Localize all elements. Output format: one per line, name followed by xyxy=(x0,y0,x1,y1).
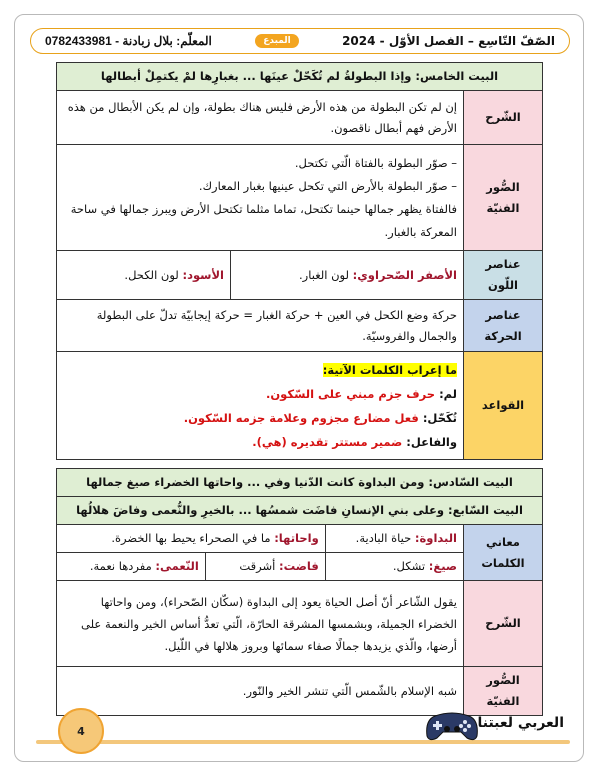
header-title: الصّفّ التّاسِع – الفصل الأوّل - 2024 xyxy=(342,34,555,48)
verse67-suwar-label: الصُّور الفنيّة xyxy=(464,667,543,716)
grammar-word: لم: xyxy=(439,386,457,401)
verse5-sharh-label: الشّرح xyxy=(464,91,543,145)
page-number: 4 xyxy=(77,724,85,738)
gamepad-icon xyxy=(425,710,479,746)
footer-title: العربي لعبتنا xyxy=(477,715,564,731)
vocab-cell xyxy=(57,553,206,581)
page-header xyxy=(30,28,570,54)
verse67-sharh-label: الشّرح xyxy=(464,581,543,667)
suwar-line: فالفتاة يظهر جمالها حينما تكتحل، تماما مثلما تكتحل الأرض ويبرز جمالها في ساحة المعركة بالغبار. xyxy=(70,201,457,239)
vocab-cell xyxy=(325,553,463,581)
vocab-term: واحاتها: xyxy=(274,531,319,545)
verse67-table xyxy=(56,468,543,716)
footer-band xyxy=(36,740,570,744)
logo-badge: المبدع xyxy=(255,34,299,48)
page-number-badge xyxy=(58,708,104,754)
vocab-term: فاضت: xyxy=(278,559,319,573)
grammar-heading: ما إعراب الكلمات الآتية: xyxy=(322,362,457,377)
verse6-title: البيت السّادس: ومن البداوة كانت الدّنيا وفي ... واحاتها الخضراء صيغ جمالها xyxy=(57,469,543,497)
vocab-cell xyxy=(205,553,325,581)
verse5-motion-text: حركة وضع الكحل في العين + حركة الغبار = حركة إيجابيّة تدلّ على البطولة والجمال والفروسيّة. xyxy=(57,300,464,352)
verse5-color-label: عناصر اللّون xyxy=(464,251,543,300)
color-item xyxy=(57,251,231,300)
grammar-item xyxy=(63,406,457,430)
verse5-sharh-text: إن لم تكن البطولة من هذه الأرض فليس هناك بطولة، وإن لم يكن الأبطال من هذه الأرض فهم أبطال ناقصون. xyxy=(57,91,464,145)
vocab-desc: حياة البادية. xyxy=(355,531,415,545)
vocab-cell xyxy=(57,525,326,553)
vocab-term: النّعمى: xyxy=(155,559,199,573)
grammar-word: تُكَحّل: xyxy=(422,410,457,425)
verse5-grammar-label: القواعد xyxy=(464,352,543,460)
grammar-item xyxy=(63,430,457,454)
vocab-desc: ما في الصحراء يحيط بها الخضرة. xyxy=(111,531,275,545)
verse5-motion-label: عناصر الحركة xyxy=(464,300,543,352)
grammar-item xyxy=(63,382,457,406)
vocab-desc: أشرقت xyxy=(239,559,279,573)
header-teacher: المعلّم: بلال زبادنة - 0782433981 xyxy=(45,34,212,48)
grammar-parse: فعل مضارع مجزوم وعلامة جزمه السّكون. xyxy=(183,410,423,425)
suwar-line: – صوّر البطولة بالأرض التي تكحل عينيها بغبار المعارك. xyxy=(198,178,457,193)
verse5-table xyxy=(56,62,543,460)
vocab-desc: مفردها نعمة. xyxy=(89,559,156,573)
suwar-line: – صوّر البطولة بالفتاة الّتي تكتحل. xyxy=(294,155,457,170)
verse5-suwar-label: الصُّور الفنيّة xyxy=(464,145,543,251)
color-desc: لون الكحل. xyxy=(124,267,183,282)
color-term: الأصفر الصّحراوي: xyxy=(352,267,457,282)
vocab-term: البداوة: xyxy=(414,531,457,545)
color-item xyxy=(231,251,464,300)
color-desc: لون الغبار. xyxy=(299,267,353,282)
verse7-title: البيت السّابع: وعلى بني الإنسانِ فاضَت شمسُها ... بالخيرِ والنُّعمى وفاضَ هلالُها xyxy=(57,497,543,525)
grammar-parse: حرف جزم مبني على السّكون. xyxy=(266,386,440,401)
grammar-word: والفاعل: xyxy=(406,434,457,449)
vocab-term: صيغ: xyxy=(428,559,457,573)
vocab-desc: تشكل. xyxy=(392,559,429,573)
verse67-suwar-text: شبه الإسلام بالشّمس الّتي تنشر الخير والنّور. xyxy=(57,667,464,716)
grammar-parse: ضمير مستتر تقديره (هي). xyxy=(252,434,407,449)
vocab-label: معاني الكلمات xyxy=(464,525,543,581)
verse5-grammar xyxy=(57,352,464,460)
verse5-title: البيت الخامس: وإذا البطولةُ لم تُكَحّلْ عينَها ... بغبارِها لمْ يكتمِلْ أبطالها xyxy=(57,63,543,91)
verse5-suwar-text xyxy=(57,145,464,251)
color-term: الأسود: xyxy=(182,267,224,282)
vocab-cell xyxy=(325,525,463,553)
verse67-sharh-text: يقول الشّاعر أنّ أصل الحياة يعود إلى البداوة (سكّان الصّحراء)، ومن واحاتها الخضراء الجميلة، وبشمسها المشرقة الحارّة، الّتي تعدُّ أساس الخير والنعمة على أرضها، والّذي يزيدها جمالًا صفاء سمائها وبروز هلالها في اللّيل. xyxy=(57,581,464,667)
